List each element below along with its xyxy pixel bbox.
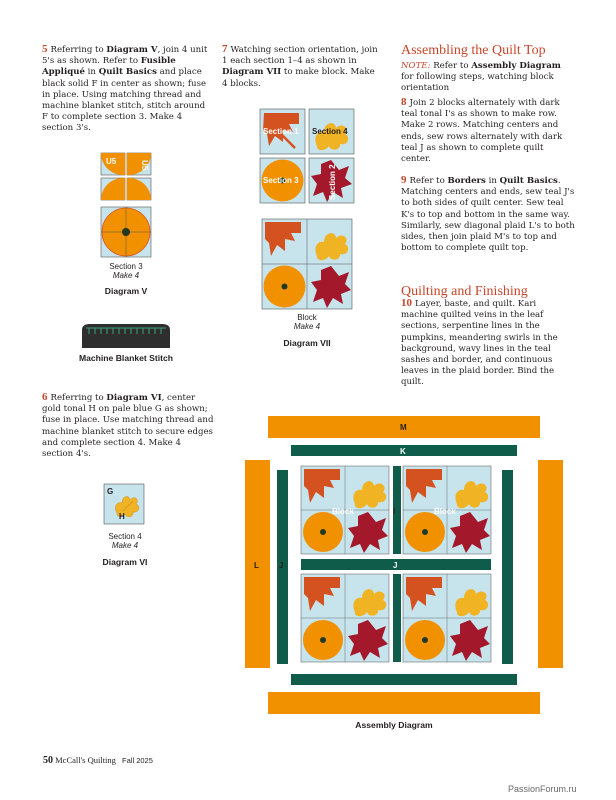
diagram-v-caption: Diagram V	[104, 286, 148, 296]
diagram-v-units-bottom	[100, 177, 152, 201]
assembly-note: NOTE: Refer to Assembly Diagram for following steps, watching block orientation	[401, 61, 561, 94]
step-9: 9 Refer to Borders in Quilt Basics. Matching centers and ends, sew teal J's to both sides of quilt center. Sew teal K's to top and bottom in the same way. Similarly, sew diagonal plaid L's to both sides, then join plaid M's to top and bottom to complete quilt top.	[401, 174, 575, 254]
block-label: Block	[332, 507, 354, 516]
section-2	[309, 158, 354, 203]
diagram-vi-caption: Diagram VI	[102, 557, 148, 567]
assembly-diagram	[243, 414, 565, 716]
diagram-v-units	[100, 152, 152, 176]
diagram-vii-caption: Diagram VII	[283, 338, 331, 348]
block-label: Block	[434, 507, 456, 516]
diagram-vi-section-4	[103, 483, 145, 525]
section-3-caption: Section 3 Make 4	[109, 262, 143, 280]
step-number: 5	[42, 43, 48, 55]
issue: Fall 2025	[122, 756, 153, 765]
unit-5-label: U5	[106, 157, 117, 166]
label-j-left: J	[279, 561, 284, 570]
section-3	[260, 158, 305, 203]
step-6: 6 Referring to Diagram VI, center gold tonal H on pale blue G as shown; fuse in place. Use matching thread and machine blanket stitch to secure edges and complete section 4. Make 4 section 4's.	[42, 391, 214, 460]
section-4-caption: Section 4 Make 4	[108, 532, 142, 550]
section-1-label: Section 1	[263, 127, 299, 136]
quilting-heading: Quilting and Finishing	[401, 284, 528, 299]
label-j-middle: J	[393, 561, 398, 570]
blanket-stitch-illustration	[80, 322, 172, 348]
step-number: 7	[222, 43, 228, 55]
assembly-diagram-caption: Assembly Diagram	[355, 720, 433, 730]
section-3-label: Section 3	[263, 176, 299, 185]
step-number: 9	[401, 174, 407, 186]
section-2-label: Section 2	[328, 164, 337, 200]
label-l: L	[254, 561, 259, 570]
section-1	[260, 109, 305, 154]
label-g: G	[107, 487, 114, 496]
center-f	[122, 228, 130, 236]
assembling-heading: Assembling the Quilt Top	[401, 43, 546, 58]
step-10: 10 Layer, baste, and quilt. Kari machine quilted veins in the leaf sections, serpentine lines in the pumpkins, meandering swirls in the background, wavy lines in the teal sashes and border, and continuous leaves in the plaid border. Bind the quilt.	[401, 297, 558, 388]
step-number: 6	[42, 391, 48, 403]
magazine-name: McCall's Quilting	[55, 755, 116, 765]
step-5: 5 Referring to Diagram V, join 4 unit 5's as shown. Refer to Fusible Appliqué in Quilt Basics and place black solid F in center as shown; fuse in place. Using matching thread and machine blanket stitch, stitch around F to complete section 3. Make 4 section 3's.	[42, 43, 208, 134]
diagram-v-section-3	[100, 206, 152, 258]
section-4	[309, 109, 354, 154]
diagram-vii-sections	[259, 108, 355, 204]
page-number: 50	[43, 755, 53, 766]
label-m-top: M	[400, 423, 407, 432]
step-number: 8	[401, 96, 407, 108]
step-8: 8 Join 2 blocks alternately with dark teal tonal I's as shown to make row. Make 2 rows. Matching centers and ends, sew rows alternately with dark teal J as shown to complete quilt center.	[401, 96, 563, 165]
watermark: PassionForum.ru	[508, 784, 577, 794]
unit-5-label: U5	[140, 160, 149, 171]
blanket-stitch-caption: Machine Blanket Stitch	[78, 353, 174, 363]
label-i: I	[393, 507, 396, 516]
step-7: 7 Watching section orientation, join 1 each section 1–4 as shown in Diagram VII to make block. Make 4 blocks.	[222, 43, 378, 89]
page-footer	[43, 755, 243, 766]
step-number: 10	[401, 297, 412, 309]
label-h: H	[119, 512, 125, 521]
diagram-vii-block	[261, 218, 353, 310]
section-4-label: Section 4	[312, 127, 348, 136]
block-caption: Block Make 4	[293, 313, 321, 331]
label-k-top: K	[400, 447, 406, 456]
